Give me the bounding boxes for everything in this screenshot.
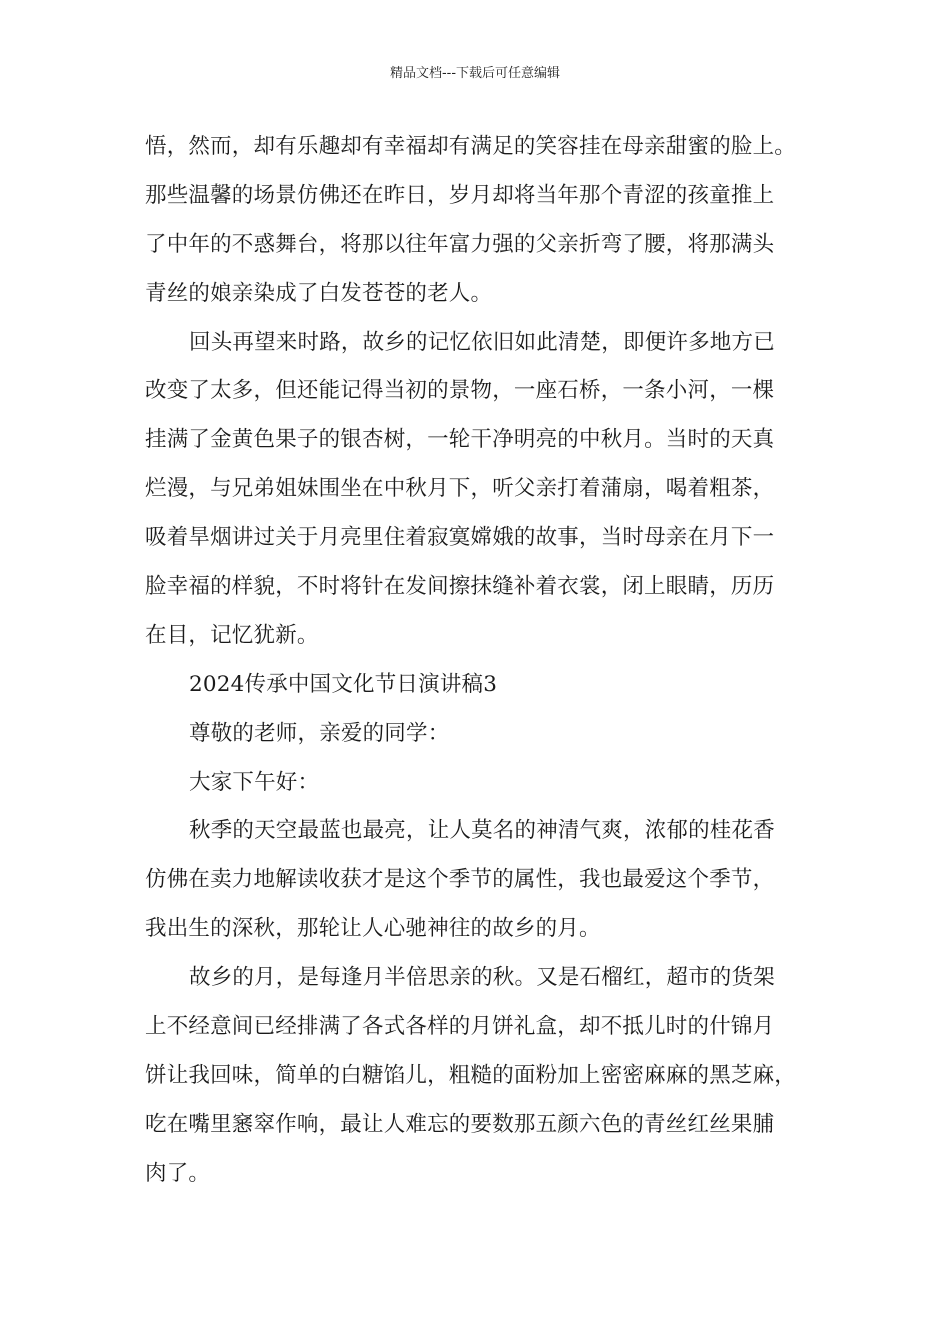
paragraph-start-line: 秋季的天空最蓝也最亮，让人莫名的神清气爽，浓郁的桂花香 [189,818,775,844]
text-line: 我出生的深秋，那轮让人心驰神往的故乡的月。 [145,916,601,942]
text-line: 青丝的娘亲染成了白发苍苍的老人。 [145,280,493,306]
paragraph-start-line: 回头再望来时路，故乡的记忆依旧如此清楚，即便许多地方已 [189,329,775,355]
salutation: 尊敬的老师，亲爱的同学： [189,720,450,746]
greeting: 大家下午好： [189,769,320,795]
text-line: 上不经意间已经排满了各式各样的月饼礼盒，却不抵儿时的什锦月 [145,1014,775,1040]
text-line: 在目，记忆犹新。 [145,622,319,648]
text-line: 了中年的不惑舞台，将那以往年富力强的父亲折弯了腰，将那满头 [145,231,775,257]
text-line: 悟，然而，却有乐趣却有幸福却有满足的笑容挂在母亲甜蜜的脸上。 [145,134,797,159]
document-body [145,123,815,1199]
text-line: 肉了。 [145,1160,211,1186]
page-header: 精品文档---下载后可任意编辑 [389,66,561,81]
text-line: 仿佛在卖力地解读收获才是这个季节的属性，我也最爱这个季节， [145,867,775,893]
text-line: 饼让我回味，简单的白糖馅儿，粗糙的面粉加上密密麻麻的黑芝麻， [145,1062,797,1088]
text-line: 烂漫，与兄弟姐妹围坐在中秋月下，听父亲打着蒲扇，喝着粗茶， [145,476,775,502]
paragraph-start-line: 故乡的月，是每逢月半倍思亲的秋。又是石榴红，超市的货架 [189,965,775,991]
text-line: 挂满了金黄色果子的银杏树，一轮干净明亮的中秋月。当时的天真 [145,427,775,453]
text-line: 脸幸福的样貌，不时将针在发间擦抹缝补着衣裳，闭上眼睛，历历 [145,574,775,600]
section-title: 2024传承中国文化节日演讲稿3 [189,671,498,697]
text-line: 吃在嘴里窸窣作响，最让人难忘的要数那五颜六色的青丝红丝果脯 [145,1111,775,1137]
text-line: 那些温馨的场景仿佛还在昨日，岁月却将当年那个青涩的孩童推上 [145,182,775,208]
text-line: 改变了太多，但还能记得当初的景物，一座石桥，一条小河，一棵 [145,378,775,404]
text-line: 吸着旱烟讲过关于月亮里住着寂寞嫦娥的故事，当时母亲在月下一 [145,525,775,551]
